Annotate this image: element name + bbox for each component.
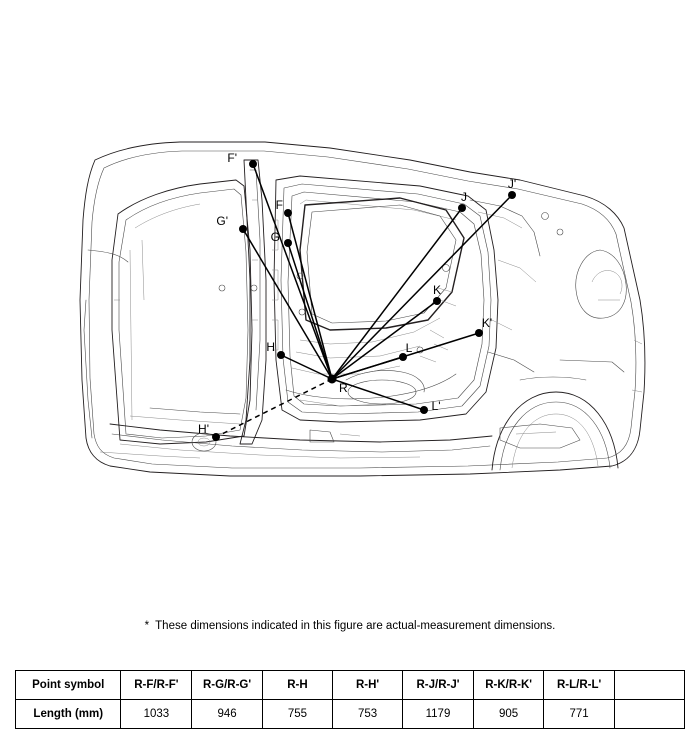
- point-label-G: G: [270, 230, 280, 244]
- length-r-f: 1033: [121, 700, 192, 729]
- point-label-H-prime: H': [198, 422, 209, 436]
- column-header-r-h-prime: R-H': [333, 671, 403, 700]
- point-dot-G: [284, 239, 292, 247]
- front-door-opening: [112, 180, 252, 444]
- car-body-outline: [80, 142, 645, 476]
- point-label-F: F: [275, 198, 283, 212]
- column-header-r-k: R-K/R-K': [473, 671, 544, 700]
- point-dot-F: [284, 209, 292, 217]
- point-label-K: K: [432, 283, 442, 297]
- length-empty: [614, 700, 684, 729]
- measurement-lines: [216, 164, 512, 437]
- column-header-r-l: R-L/R-L': [544, 671, 614, 700]
- point-label-J-prime: J': [507, 177, 517, 191]
- note-text: These dimensions indicated in this figure are actual-measurement dimensions.: [155, 620, 556, 632]
- point-label-H: H: [266, 340, 275, 354]
- point-dot-H: [277, 351, 285, 359]
- column-header-r-g: R-G/R-G': [192, 671, 263, 700]
- point-dot-K-prime: [475, 329, 483, 337]
- rear-door-opening: [274, 176, 498, 422]
- table-row-point-symbol: [16, 671, 685, 700]
- column-header-r-h: R-H: [262, 671, 332, 700]
- point-dot-H-prime: [212, 433, 220, 441]
- row-header-length: Length (mm): [16, 700, 121, 729]
- length-r-h: 755: [262, 700, 332, 729]
- c-pillar-detail: [470, 200, 563, 372]
- point-label-J: J: [461, 190, 467, 204]
- point-label-R: R: [339, 381, 348, 395]
- point-dot-F-prime: [249, 160, 257, 168]
- column-header-empty: [614, 671, 684, 700]
- point-dot-K: [433, 297, 441, 305]
- length-r-j: 1179: [403, 700, 474, 729]
- length-r-k: 905: [473, 700, 544, 729]
- dimensions-table: [15, 670, 685, 729]
- point-label-G-prime: G': [216, 214, 228, 228]
- column-header-r-f: R-F/R-F': [121, 671, 192, 700]
- point-dot-L-prime: [420, 406, 428, 414]
- point-label-L: L: [405, 341, 413, 355]
- point-dot-G-prime: [239, 225, 247, 233]
- table-row-length: [16, 700, 685, 729]
- point-label-L-prime: L': [431, 399, 441, 413]
- column-header-r-j: R-J/R-J': [403, 671, 474, 700]
- length-r-h-prime: 753: [333, 700, 403, 729]
- length-r-l: 771: [544, 700, 614, 729]
- point-dot-R: [328, 375, 337, 384]
- point-dot-J: [458, 204, 466, 212]
- rocker-sill: [110, 408, 580, 458]
- note-asterisk: *: [144, 620, 150, 632]
- length-r-g: 946: [192, 700, 263, 729]
- point-label-F-prime: F': [227, 151, 237, 165]
- row-header-point-symbol: Point symbol: [16, 671, 121, 700]
- figure-note: [0, 620, 700, 632]
- b-pillar: [219, 160, 266, 444]
- point-dot-J-prime: [508, 191, 516, 199]
- point-label-K-prime: K': [481, 316, 493, 330]
- window-opening: [300, 198, 464, 330]
